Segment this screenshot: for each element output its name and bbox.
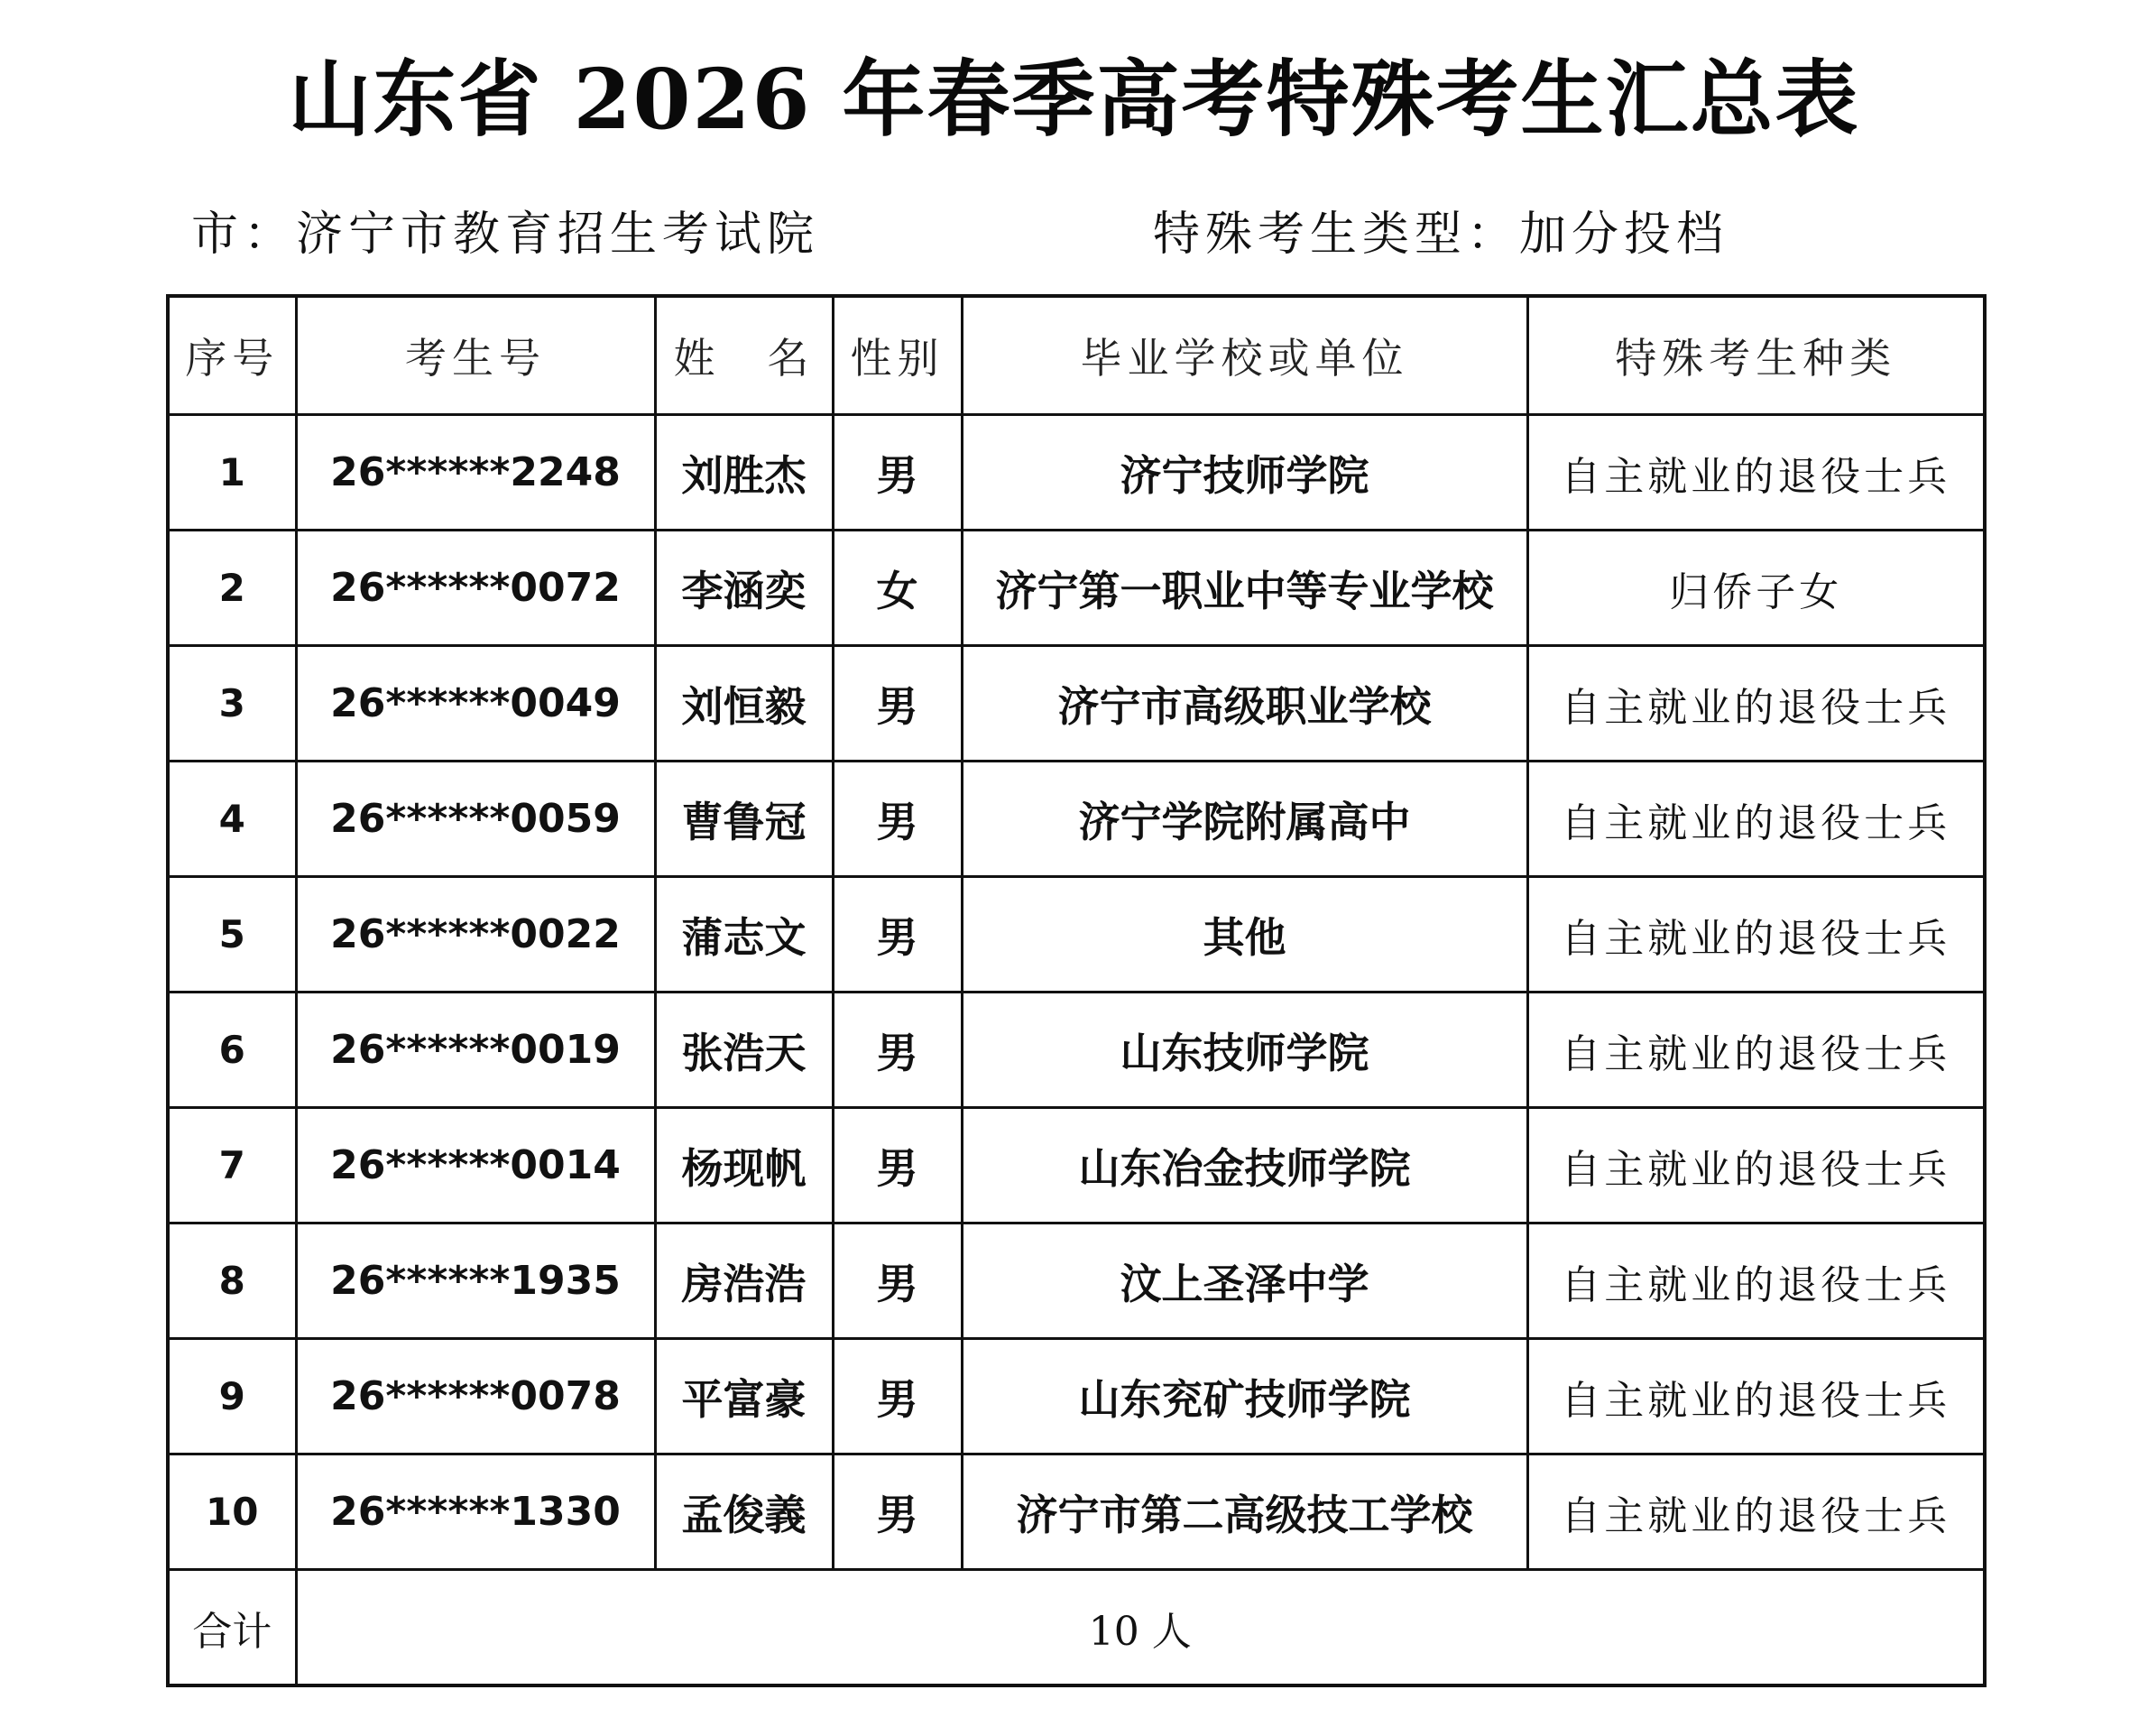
cell-exam-id: 26******0072 (296, 531, 655, 646)
cell-exam-id: 26******0019 (296, 993, 655, 1108)
summary-table (166, 294, 1987, 1687)
cell-index: 4 (168, 762, 296, 877)
cell-category: 自主就业的退役士兵 (1527, 993, 1985, 1108)
header-category: 特殊考生种类 (1527, 296, 1985, 415)
cell-gender: 男 (833, 762, 962, 877)
table-header-row (168, 296, 1985, 415)
cell-exam-id: 26******0078 (296, 1339, 655, 1454)
header-gender: 性别 (833, 296, 962, 415)
cell-category: 自主就业的退役士兵 (1527, 877, 1985, 993)
cell-name: 张浩天 (655, 993, 833, 1108)
cell-index: 3 (168, 646, 296, 762)
total-value: 10 人 (296, 1570, 1985, 1686)
table-row (168, 531, 1985, 646)
cell-gender: 女 (833, 531, 962, 646)
table-row (168, 877, 1985, 993)
cell-category: 自主就业的退役士兵 (1527, 1454, 1985, 1570)
cell-exam-id: 26******0059 (296, 762, 655, 877)
cell-school: 其他 (962, 877, 1527, 993)
cell-index: 10 (168, 1454, 296, 1570)
cell-exam-id: 26******1935 (296, 1224, 655, 1339)
student-type-label: 特殊考生类型：加分投档 (1153, 208, 1729, 262)
cell-exam-id: 26******0014 (296, 1108, 655, 1224)
header-name: 姓 名 (655, 296, 833, 415)
cell-gender: 男 (833, 877, 962, 993)
cell-name: 刘胜杰 (655, 415, 833, 531)
cell-gender: 男 (833, 1224, 962, 1339)
header-school: 毕业学校或单位 (962, 296, 1527, 415)
cell-index: 2 (168, 531, 296, 646)
page-title: 山东省 2026 年春季高考特殊考生汇总表 (288, 51, 1860, 148)
city-label: 市：济宁市教育招生考试院 (191, 208, 820, 262)
total-row (168, 1570, 1985, 1686)
cell-name: 平富豪 (655, 1339, 833, 1454)
header-exam-id: 考生号 (296, 296, 655, 415)
table-row (168, 415, 1985, 531)
cell-school: 济宁学院附属高中 (962, 762, 1527, 877)
cell-school: 汶上圣泽中学 (962, 1224, 1527, 1339)
table-row (168, 1339, 1985, 1454)
cell-category: 自主就业的退役士兵 (1527, 646, 1985, 762)
cell-category: 归侨子女 (1527, 531, 1985, 646)
cell-gender: 男 (833, 1108, 962, 1224)
cell-name: 蒲志文 (655, 877, 833, 993)
cell-exam-id: 26******0049 (296, 646, 655, 762)
cell-gender: 男 (833, 1339, 962, 1454)
cell-index: 5 (168, 877, 296, 993)
table-row (168, 646, 1985, 762)
table-row (168, 993, 1985, 1108)
cell-school: 山东技师学院 (962, 993, 1527, 1108)
cell-school: 济宁市高级职业学校 (962, 646, 1527, 762)
cell-name: 孟俊義 (655, 1454, 833, 1570)
cell-gender: 男 (833, 415, 962, 531)
cell-gender: 男 (833, 1454, 962, 1570)
table-row (168, 762, 1985, 877)
cell-category: 自主就业的退役士兵 (1527, 415, 1985, 531)
cell-category: 自主就业的退役士兵 (1527, 1224, 1985, 1339)
cell-school: 山东冶金技师学院 (962, 1108, 1527, 1224)
cell-gender: 男 (833, 993, 962, 1108)
header-index: 序号 (168, 296, 296, 415)
cell-name: 房浩浩 (655, 1224, 833, 1339)
table-row (168, 1224, 1985, 1339)
table-row (168, 1108, 1985, 1224)
cell-exam-id: 26******2248 (296, 415, 655, 531)
cell-school: 山东兖矿技师学院 (962, 1339, 1527, 1454)
cell-gender: 男 (833, 646, 962, 762)
total-label: 合计 (168, 1570, 296, 1686)
cell-name: 李涵奕 (655, 531, 833, 646)
cell-category: 自主就业的退役士兵 (1527, 762, 1985, 877)
cell-index: 1 (168, 415, 296, 531)
cell-index: 6 (168, 993, 296, 1108)
cell-school: 济宁市第二高级技工学校 (962, 1454, 1527, 1570)
cell-exam-id: 26******0022 (296, 877, 655, 993)
cell-exam-id: 26******1330 (296, 1454, 655, 1570)
cell-category: 自主就业的退役士兵 (1527, 1108, 1985, 1224)
cell-name: 杨现帆 (655, 1108, 833, 1224)
cell-category: 自主就业的退役士兵 (1527, 1339, 1985, 1454)
table-row (168, 1454, 1985, 1570)
cell-index: 8 (168, 1224, 296, 1339)
cell-name: 刘恒毅 (655, 646, 833, 762)
cell-index: 9 (168, 1339, 296, 1454)
cell-name: 曹鲁冠 (655, 762, 833, 877)
cell-school: 济宁第一职业中等专业学校 (962, 531, 1527, 646)
cell-school: 济宁技师学院 (962, 415, 1527, 531)
cell-index: 7 (168, 1108, 296, 1224)
